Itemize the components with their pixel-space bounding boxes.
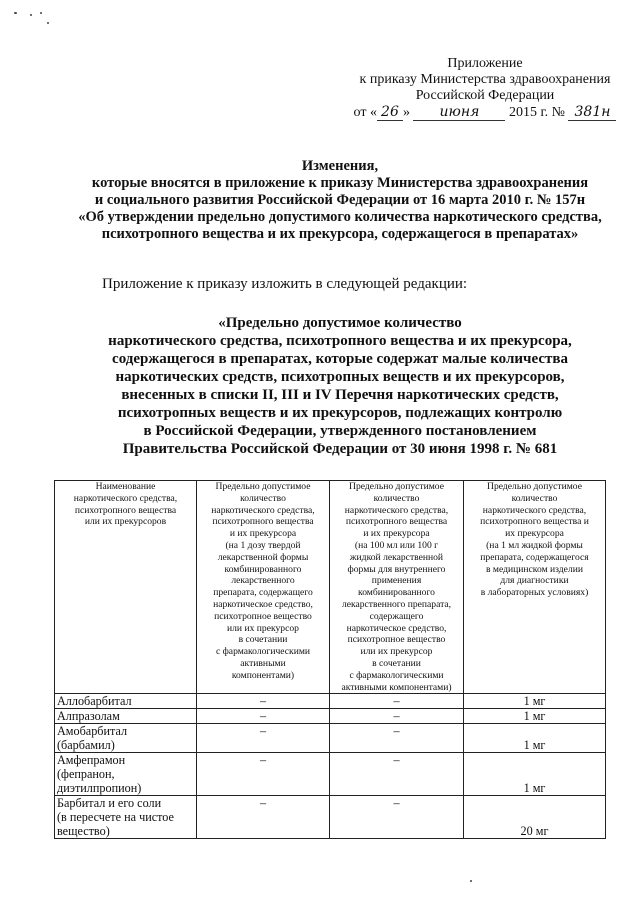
scan-speck	[47, 22, 49, 24]
limits-table	[54, 480, 606, 839]
header-line: количество	[511, 492, 558, 504]
header-line: с фармакологическими	[349, 669, 444, 681]
header-line: или их прекурсор	[227, 622, 299, 634]
heading-title: Изменения,	[301, 158, 379, 174]
heading-line: которые вносятся в приложение к приказу Министерства здравоохранения	[91, 175, 589, 191]
header-cell-diagnostic	[464, 481, 606, 694]
substance-name-line: Алпразолам	[57, 709, 120, 724]
header-line: (на 1 дозу твердой	[225, 539, 301, 551]
header-line: комбинированного	[358, 587, 435, 599]
table-row	[55, 753, 606, 796]
limit-cell-empty: –	[330, 709, 464, 724]
substance-name-cell	[55, 694, 197, 709]
header-line: в сочетании	[372, 657, 421, 669]
limit-cell-empty: –	[197, 694, 330, 709]
header-line: активными компонентами)	[341, 681, 452, 693]
substance-name-line: Амфепрамон	[57, 753, 126, 768]
limit-cell-value: 1 мг	[464, 724, 606, 753]
header-line: жидкой лекарственной	[349, 551, 444, 563]
header-line: психотропного вещества	[212, 516, 314, 528]
date-year: 2015 г. №	[508, 105, 565, 120]
header-cell-liquid-oral	[330, 481, 464, 694]
limit-cell-empty: –	[197, 724, 330, 753]
header-line: комбинированного	[224, 563, 302, 575]
substance-name-cell	[55, 724, 197, 753]
header-line: наркотического средства,	[73, 492, 178, 504]
header-line: психотропное вещество	[347, 634, 446, 646]
header-line: Предельно допустимое	[215, 481, 311, 492]
header-line: в сочетании	[238, 634, 288, 646]
date-month: июня	[413, 104, 505, 121]
header-line: с фармакологическими	[215, 646, 311, 658]
date-day: 26	[377, 104, 403, 121]
limit-cell-empty: –	[330, 724, 464, 753]
header-line: их прекурсора	[505, 528, 564, 540]
table-row	[55, 796, 606, 839]
header-line: наркотического средства,	[482, 504, 587, 516]
appendix-country: Российской Федерации	[415, 88, 555, 103]
subtitle-line: наркотических средств, психотропных веществ и их прекурсоров,	[115, 369, 565, 385]
limit-cell-value: 1 мг	[464, 694, 606, 709]
header-line: формы для внутреннего	[347, 563, 446, 575]
scan-speck	[470, 880, 472, 882]
header-line: психотропного вещества	[74, 504, 177, 516]
header-line: Предельно допустимое	[487, 481, 582, 492]
substance-name-line: (в пересчете на чистое	[57, 810, 174, 825]
header-line: наркотического средства,	[344, 504, 449, 516]
limit-cell-value: 1 мг	[464, 753, 606, 796]
header-line: лекарственной формы	[217, 551, 309, 563]
header-line: Предельно допустимое	[349, 481, 444, 492]
table-row	[55, 709, 606, 724]
intro-text: Приложение к приказу изложить в следующей редакции:	[102, 276, 468, 292]
limit-cell-value: 20 мг	[464, 796, 606, 839]
appendix-order-ref: к приказу Министерства здравоохранения	[359, 72, 611, 87]
header-line: в лабораторных условиях)	[480, 587, 589, 599]
header-line: препарата, содержащего	[213, 587, 313, 599]
header-line: для диагностики	[500, 575, 569, 587]
header-line: (на 1 мл жидкой формы	[486, 539, 583, 551]
header-line: применения	[371, 575, 422, 587]
limit-cell-value: 1 мг	[464, 709, 606, 724]
limit-cell-empty: –	[197, 753, 330, 796]
appendix-block	[340, 56, 630, 121]
subtitle-line: содержащегося в препаратах, которые содержат малые количества	[112, 351, 568, 367]
heading-line: психотропного вещества и их прекурсора, содержащегося в препаратах»	[101, 226, 579, 242]
substance-name-line: Амобарбитал	[57, 724, 128, 739]
header-line: и их прекурсора	[363, 528, 430, 540]
date-day-close: »	[402, 105, 410, 120]
header-line: наркотическое средство,	[346, 622, 447, 634]
heading-line: и социального развития Российской Федерации от 16 марта 2010 г. № 157н	[94, 192, 586, 208]
subtitle-line: Правительства Российской Федерации от 30 июня 1998 г. № 681	[122, 441, 558, 457]
header-line: или их прекурсоров	[84, 516, 167, 528]
substance-name-line: (барбамил)	[57, 738, 115, 753]
limit-cell-empty: –	[330, 796, 464, 839]
header-line: психотропного вещества	[345, 516, 448, 528]
table-row	[55, 724, 606, 753]
header-line: количество	[240, 492, 286, 504]
header-line: компонентами)	[231, 669, 295, 681]
header-line: активными	[240, 657, 286, 669]
limit-cell-empty: –	[330, 753, 464, 796]
header-line: или их прекурсор	[360, 646, 433, 658]
header-cell-solid-dose	[197, 481, 330, 694]
table-header-row	[55, 481, 606, 694]
substance-name-cell	[55, 753, 197, 796]
header-line: и их прекурсора	[229, 528, 297, 540]
substance-name-line: Аллобарбитал	[57, 694, 132, 709]
header-cell-name	[55, 481, 197, 694]
header-line: содержащего	[369, 610, 424, 622]
limit-cell-empty: –	[197, 796, 330, 839]
header-line: наркотическое средство,	[213, 598, 313, 610]
subtitle-line: наркотического средства, психотропного вещества и их прекурсора,	[108, 333, 572, 349]
header-line: лекарственного препарата,	[341, 598, 452, 610]
subtitle-line: психотропных веществ и их прекурсоров, подлежащих контролю	[117, 405, 563, 421]
header-line: Наименование	[95, 481, 156, 492]
subtitle-line: в Российской Федерации, утвержденного постановлением	[143, 423, 537, 439]
scan-speck	[14, 12, 17, 14]
document-subtitle	[40, 314, 640, 458]
header-line: психотропное вещество	[214, 610, 312, 622]
substance-name-line: вещество)	[57, 824, 110, 839]
header-line: препарата, содержащегося	[480, 551, 589, 563]
header-line: психотропного вещества и	[480, 516, 589, 528]
substance-name-line: Барбитал и его соли	[57, 796, 162, 811]
substance-name-cell	[55, 796, 197, 839]
limit-cell-empty: –	[330, 694, 464, 709]
table-row	[55, 694, 606, 709]
appendix-label: Приложение	[447, 56, 523, 71]
header-line: в медицинском изделии	[485, 563, 583, 575]
subtitle-line: «Предельно допустимое количество	[218, 315, 462, 331]
date-prefix: от «	[353, 105, 377, 120]
header-line: лекарственного	[231, 575, 295, 587]
table-body	[55, 694, 606, 839]
subtitle-line: внесенных в списки II, III и IV Перечня наркотических средств,	[121, 387, 559, 403]
header-line: (на 100 мл или 100 г	[354, 539, 439, 551]
substance-name-line: диэтилпропион)	[57, 781, 142, 796]
appendix-date-line	[340, 104, 630, 121]
substance-name-cell	[55, 709, 197, 724]
order-number: 381н	[568, 104, 616, 121]
changes-heading	[40, 158, 640, 243]
scan-speck	[40, 12, 42, 14]
heading-line: «Об утверждении предельно допустимого количества наркотического средства,	[78, 209, 602, 225]
substance-name-line: (фепранон,	[57, 767, 115, 782]
header-line: наркотического средства,	[211, 504, 315, 516]
header-line: количество	[373, 492, 420, 504]
scan-speck	[30, 14, 32, 16]
limit-cell-empty: –	[197, 709, 330, 724]
